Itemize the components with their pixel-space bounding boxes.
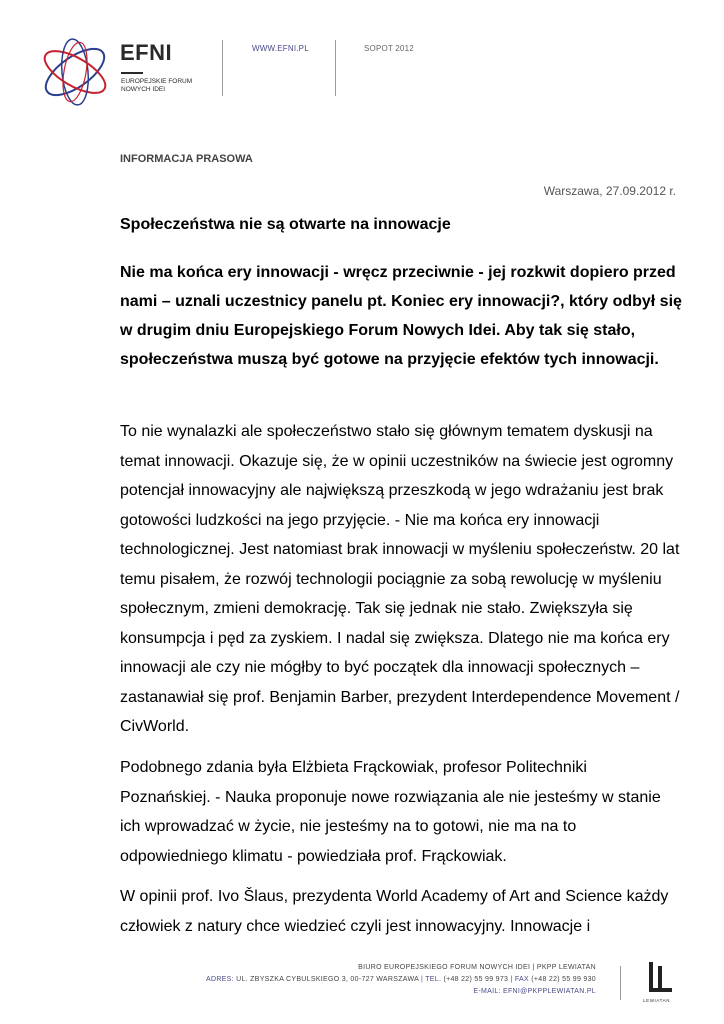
fax-label: | FAX	[510, 976, 529, 983]
footer-email-line	[206, 986, 596, 998]
logo-title: EFNI	[120, 40, 173, 65]
website-link[interactable]: WWW.EFNI.PL	[252, 44, 309, 53]
lewiatan-logo-text: LEWIATAN	[643, 998, 671, 1003]
tel-label: | TEL.	[420, 976, 442, 983]
logo-subtitle-line: EUROPEJSKIE FORUM	[121, 78, 193, 85]
press-release-label: INFORMACJA PRASOWA	[120, 153, 253, 165]
logo-subtitle-line: NOWYCH IDEI	[121, 86, 166, 93]
lewiatan-logo-icon	[646, 962, 676, 996]
address-label: ADRES:	[206, 976, 234, 983]
tel-value: (+48 22) 55 99 973	[443, 976, 509, 983]
logo-subtitle	[121, 78, 221, 94]
headline: Społeczeństwa nie są otwarte na innowacje	[120, 216, 451, 233]
body-paragraph: Podobnego zdania była Elżbieta Frąckowiak, profesor Politechniki Poznańskiej. - Nauka proponuje nowe rozwiązania ale nie jesteśmy w stanie ich wprowadzać w życie, nie jesteśmy na to gotowi, nie ma na to odpowiedniego klimatu - powiedziała prof. Frąckowiak.	[120, 759, 661, 865]
footer-contact	[206, 962, 596, 998]
event-label: SOPOT 2012	[364, 44, 414, 53]
footer-address-line	[206, 974, 596, 986]
efni-logo-icon	[36, 30, 114, 112]
header-divider	[222, 40, 223, 96]
email-link[interactable]: EFNI@PKPPLEWIATAN.PL	[503, 988, 596, 995]
logo-rule	[121, 72, 143, 74]
header-divider	[335, 40, 336, 96]
address-value: UL. ZBYSZKA CYBULSKIEGO 3, 00-727 WARSZAWA	[236, 976, 419, 983]
dateline: Warszawa, 27.09.2012 r.	[543, 184, 676, 198]
body-paragraph: W opinii prof. Ivo Šlaus, prezydenta World Academy of Art and Science każdy człowiek z natury chce wiedzieć czyli jest innowacyjny. Innowacje i	[120, 888, 669, 935]
email-label: E-MAIL:	[473, 988, 501, 995]
footer-org: BIURO EUROPEJSKIEGO FORUM NOWYCH IDEI | PKPP LEWIATAN	[358, 964, 596, 971]
fax-value: (+48 22) 55 99 930	[531, 976, 596, 983]
body-paragraph: To nie wynalazki ale społeczeństwo stało się głównym tematem dyskusji na temat innowacji. Okazuje się, że w opinii uczestników na świecie jest ogromny potencjał innowacyjny ale największą przeszkodą w jego wdrażaniu jest brak gotowości ludzkości na jego przyjęcie. - Nie ma końca ery innowacji technologicznej. Jest natomiast brak innowacji w myśleniu społeczeństw. 20 lat temu pisałem, że rozwój technologii pociągnie za sobą rewolucję w myśleniu społecznym, zmieni demokrację. Tak się jednak nie stało. Zwiększyła się konsumpcja i pęd za zyskiem. I nadal się zwiększa. Dlatego nie ma końca ery innowacji ale czy nie mógłby to być początek dla innowacji społecznych – zastanawiał się prof. Benjamin Barber, prezydent Interdependence Movement / CivWorld.	[120, 423, 680, 735]
footer-divider	[620, 966, 621, 1000]
lead-paragraph: Nie ma końca ery innowacji - wręcz przeciwnie - jej rozkwit dopiero przed nami – uznali uczestnicy panelu pt. Koniec ery innowacji?, który odbył się w drugim dniu Europejskiego Forum Nowych Idei. Aby tak się stało, społeczeństwa muszą być gotowe na przyjęcie efektów tych innowacji.	[120, 264, 682, 368]
